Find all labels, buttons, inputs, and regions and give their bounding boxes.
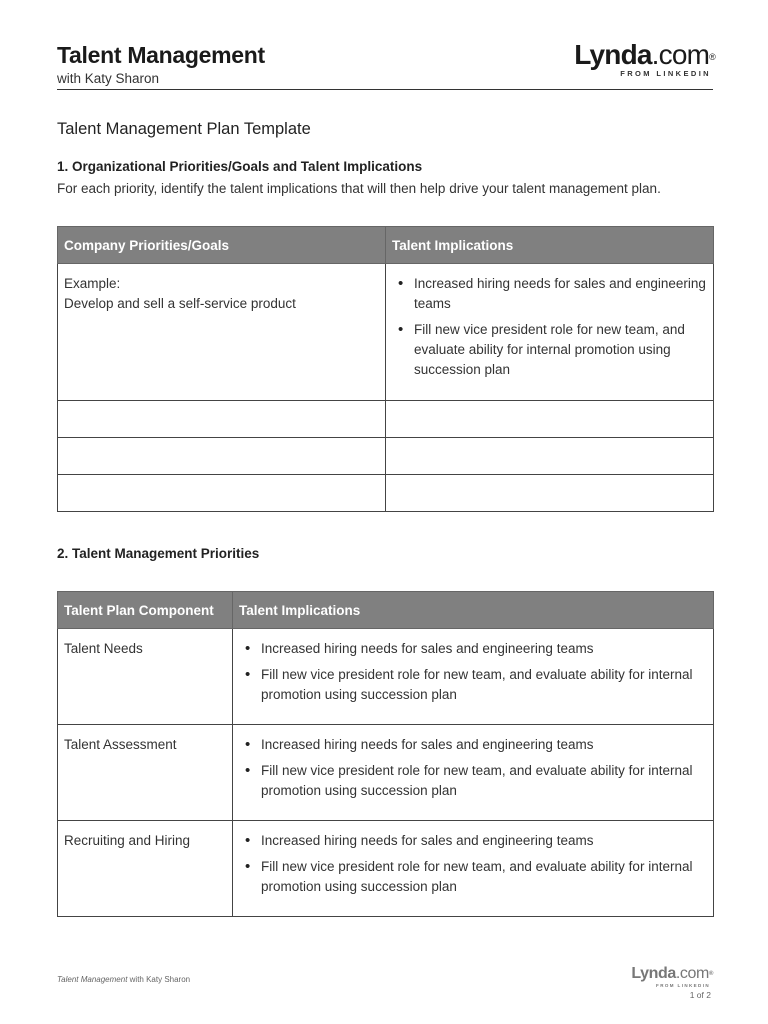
plan-title: Talent Management Plan Template bbox=[57, 120, 311, 138]
list-item: • Fill new vice president role for new team, and evaluate ability for internal promotion using succession plan bbox=[392, 320, 707, 380]
example-goal: Develop and sell a self-service product bbox=[64, 296, 296, 311]
list-item: • Fill new vice president role for new team, and evaluate ability for internal promotion using succession plan bbox=[239, 665, 707, 705]
column-header: Talent Implications bbox=[386, 227, 714, 264]
table-header-row bbox=[58, 227, 714, 264]
list-item: • Fill new vice president role for new team, and evaluate ability for internal promotion using succession plan bbox=[239, 857, 707, 897]
footer-logo bbox=[631, 965, 713, 988]
list-item: • Increased hiring needs for sales and engineering teams bbox=[239, 735, 707, 755]
implications-list bbox=[239, 735, 707, 801]
implications-cell bbox=[233, 821, 714, 917]
section1-description: For each priority, identify the talent implications that will then help drive your talent management plan. bbox=[57, 181, 661, 196]
page-header bbox=[57, 40, 713, 90]
column-header: Company Priorities/Goals bbox=[58, 227, 386, 264]
footer-logo-word: Lynda bbox=[631, 965, 676, 982]
example-label: Example: bbox=[64, 276, 121, 291]
page-number: 1 of 2 bbox=[689, 990, 711, 1000]
column-header: Talent Plan Component bbox=[58, 592, 233, 629]
table-header-row bbox=[58, 592, 714, 629]
list-item: • Increased hiring needs for sales and engineering teams bbox=[239, 639, 707, 659]
list-item: • Increased hiring needs for sales and engineering teams bbox=[392, 274, 707, 314]
implications-cell bbox=[386, 264, 714, 401]
list-item: • Increased hiring needs for sales and engineering teams bbox=[239, 831, 707, 851]
talent-priorities-table bbox=[57, 591, 714, 917]
table-row bbox=[58, 725, 714, 821]
implications-cell bbox=[386, 438, 714, 475]
implications-cell bbox=[233, 725, 714, 821]
section1-heading: 1. Organizational Priorities/Goals and Talent Implications bbox=[57, 159, 423, 174]
priorities-table bbox=[57, 226, 714, 512]
footer-logo-com: .com bbox=[675, 965, 709, 982]
component-cell: Talent Needs bbox=[58, 629, 233, 725]
table-row bbox=[58, 264, 714, 401]
priority-cell bbox=[58, 438, 386, 475]
table-row bbox=[58, 475, 714, 512]
table-row bbox=[58, 629, 714, 725]
footer-logo-tagline: FROM LINKEDIN bbox=[656, 983, 710, 988]
implications-list bbox=[239, 831, 707, 897]
section2-heading: 2. Talent Management Priorities bbox=[57, 546, 260, 561]
implications-cell bbox=[386, 401, 714, 438]
document-subtitle: with Katy Sharon bbox=[57, 71, 160, 86]
logo-tagline: FROM LINKEDIN bbox=[620, 69, 711, 78]
implications-cell bbox=[233, 629, 714, 725]
implications-cell bbox=[386, 475, 714, 512]
logo-com: .com bbox=[651, 39, 710, 70]
table-row bbox=[58, 401, 714, 438]
priority-cell bbox=[58, 264, 386, 401]
implications-list bbox=[239, 639, 707, 705]
footer-logo-mark: ® bbox=[708, 971, 713, 977]
footer-author: with Katy Sharon bbox=[127, 975, 191, 984]
document-title: Talent Management bbox=[57, 42, 265, 68]
table-row bbox=[58, 438, 714, 475]
component-cell: Talent Assessment bbox=[58, 725, 233, 821]
priority-cell bbox=[58, 401, 386, 438]
column-header: Talent Implications bbox=[233, 592, 714, 629]
implications-list bbox=[392, 274, 707, 380]
footer-course-title: Talent Management bbox=[57, 975, 128, 984]
table-row bbox=[58, 821, 714, 917]
footer-course bbox=[57, 975, 190, 984]
lynda-logo bbox=[574, 40, 715, 78]
logo-word: Lynda bbox=[574, 39, 652, 70]
component-cell: Recruiting and Hiring bbox=[58, 821, 233, 917]
logo-registered-mark: ® bbox=[709, 52, 715, 62]
list-item: • Fill new vice president role for new team, and evaluate ability for internal promotion using succession plan bbox=[239, 761, 707, 801]
priority-cell bbox=[58, 475, 386, 512]
